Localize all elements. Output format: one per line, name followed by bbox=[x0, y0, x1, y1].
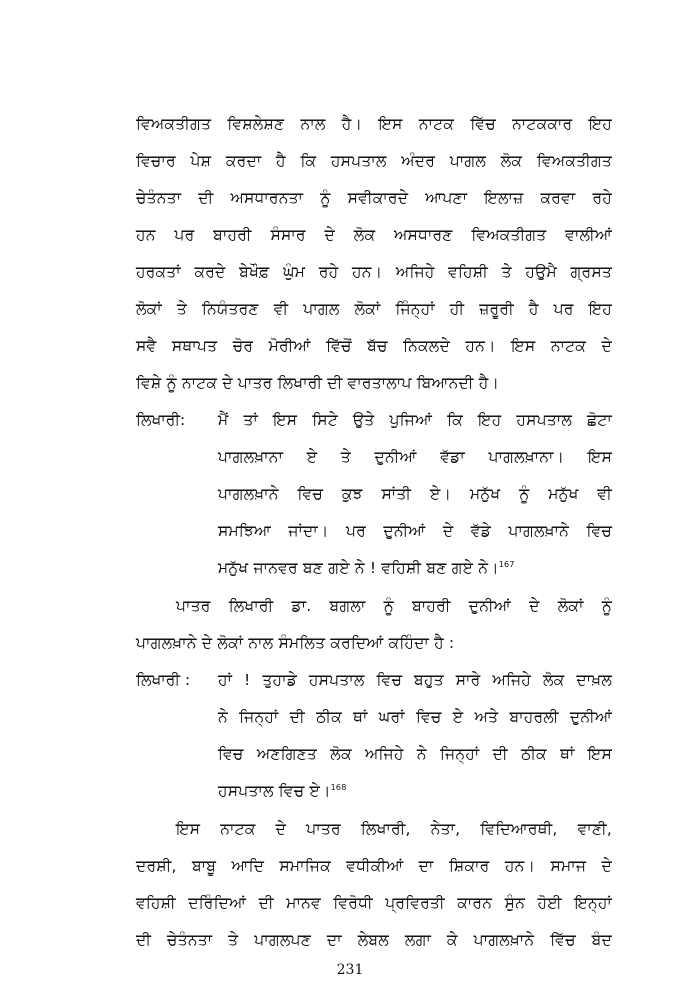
paragraph-1-line-6: ਲੋਕਾਂ ਤੇ ਨਿਯੰਤਰਣ ਵੀ ਪਾਗਲ ਲੋਕਾਂ ਜਿੰਨ੍ਹਾਂ ਹੀ ਜ਼ਰੂਰੀ ਹੈ ਪਰ ਇਹ bbox=[136, 300, 612, 318]
paragraph-3-line-3: ਵਹਿਸ਼ੀ ਦਰਿੰਦਿਆਂ ਦੀ ਮਾਨਵ ਵਿਰੋਧੀ ਪ੍ਰਵਿਰਤੀ ਕਾਰਨ ਸੁੰਨ ਹੋਈ ਇਨ੍ਹਾਂ bbox=[136, 894, 612, 912]
quote-2-line-2: ਨੇ ਜਿਨ੍ਹਾਂ ਦੀ ਠੀਕ ਥਾਂ ਘਰਾਂ ਵਿਚ ਏ ਅਤੇ ਬਾਹਰਲੀ ਦੁਨੀਆਂ bbox=[218, 708, 612, 726]
paragraph-3-line-4: ਦੀ ਚੇਤੰਨਤਾ ਤੇ ਪਾਗਲਪਣ ਦਾ ਲੇਬਲ ਲਗਾ ਕੇ ਪਾਗਲਖ਼ਾਨੇ ਵਿੱਚ ਬੰਦ bbox=[136, 931, 612, 949]
paragraph-1-line-1: ਵਿਅਕਤੀਗਤ ਵਿਸ਼ਲੇਸ਼ਣ ਨਾਲ ਹੈ। ਇਸ ਨਾਟਕ ਵਿੱਚ ਨਾਟਕਕਾਰ ਇਹ bbox=[136, 115, 612, 133]
quote-1-speaker: ਲਿਖਾਰੀ: bbox=[136, 411, 186, 429]
paragraph-2-line-2: ਪਾਗਲਖ਼ਾਨੇ ਦੇ ਲੋਕਾਂ ਨਾਲ ਸੰਮਲਿਤ ਕਰਦਿਆਂ ਕਹਿੰਦਾ ਹੈ : bbox=[136, 634, 455, 652]
paragraph-1-line-7: ਸਵੈ ਸਥਾਪਤ ਚੋਰ ਮੋਰੀਆਂ ਵਿੱਚੋਂ ਬੱਚ ਨਿਕਲਦੇ ਹਨ। ਇਸ ਨਾਟਕ ਦੇ bbox=[136, 337, 612, 355]
paragraph-1-line-8: ਵਿਸ਼ੇ ਨੂੰ ਨਾਟਕ ਦੇ ਪਾਤਰ ਲਿਖਾਰੀ ਦੀ ਵਾਰਤਾਲਾਪ ਬਿਆਨਦੀ ਹੈ। bbox=[136, 374, 500, 392]
paragraph-2-line-1: ਪਾਤਰ ਲਿਖਾਰੀ ਡਾ. ਬਗਲਾ ਨੂੰ ਬਾਹਰੀ ਦੁਨੀਆਂ ਦੇ ਲੋਕਾਂ ਨੂੰ bbox=[176, 597, 612, 615]
paragraph-1-line-5: ਹਰਕਤਾਂ ਕਰਦੇ ਬੇਖੌਫ਼ ਘੁੰਮ ਰਹੇ ਹਨ। ਅਜਿਹੇ ਵਹਿਸ਼ੀ ਤੇ ਹਉਮੈ ਗ੍ਰਸਤ bbox=[136, 263, 612, 281]
quote-1-line-4: ਸਮਝਿਆ ਜਾਂਦਾ। ਪਰ ਦੁਨੀਆਂ ਦੇ ਵੱਡੇ ਪਾਗਲਖ਼ਾਨੇ ਵਿਚ bbox=[218, 522, 612, 540]
paragraph-1-line-3: ਚੇਤੰਨਤਾ ਦੀ ਅਸਧਾਰਨਤਾ ਨੂੰ ਸਵੀਕਾਰਦੇ ਆਪਣਾ ਇਲਾਜ਼ ਕਰਵਾ ਰਹੇ bbox=[136, 189, 612, 207]
paragraph-3-line-1: ਇਸ ਨਾਟਕ ਦੇ ਪਾਤਰ ਲਿਖਾਰੀ, ਨੇਤਾ, ਵਿਦਿਆਰਥੀ, ਵਾਣੀ, bbox=[176, 820, 612, 838]
paragraph-1-line-4: ਹਨ ਪਰ ਬਾਹਰੀ ਸੰਸਾਰ ਦੇ ਲੋਕ ਅਸਧਾਰਣ ਵਿਅਕਤੀਗਤ ਵਾਲੀਆਂ bbox=[136, 226, 612, 244]
quote-1-line-5-text: ਮਨੁੱਖ ਜਾਨਵਰ ਬਣ ਗਏ ਨੇ ! ਵਹਿਸ਼ੀ ਬਣ ਗਏ ਨੇ। bbox=[218, 559, 499, 577]
paragraph-3-line-2: ਦਰਸ਼ੀ, ਬਾਬੂ ਆਦਿ ਸਮਾਜਿਕ ਵਧੀਕੀਆਂ ਦਾ ਸ਼ਿਕਾਰ ਹਨ। ਸਮਾਜ ਦੇ bbox=[136, 857, 612, 875]
quote-1-line-1: ਮੈਂ ਤਾਂ ਇਸ ਸਿਟੇ ਉਤੇ ਪੁਜਿਆਂ ਕਿ ਇਹ ਹਸਪਤਾਲ ਛੋਟਾ bbox=[218, 411, 612, 429]
quote-2-speaker: ਲਿਖਾਰੀ : bbox=[136, 671, 191, 689]
quote-2-line-4-text: ਹਸਪਤਾਲ ਵਿਚ ਏ। bbox=[218, 782, 331, 800]
quote-1-line-2: ਪਾਗਲਖ਼ਾਨਾ ਏ ਤੇ ਦੁਨੀਆਂ ਵੱਡਾ ਪਾਗਲਖ਼ਾਨਾ। ਇਸ bbox=[218, 448, 612, 466]
page-number: 231 bbox=[336, 962, 364, 978]
quote-2-line-3: ਵਿਚ ਅਣਗਿਣਤ ਲੋਕ ਅਜਿਹੇ ਨੇ ਜਿਨ੍ਹਾਂ ਦੀ ਠੀਕ ਥਾਂ ਇਸ bbox=[218, 745, 612, 763]
quote-1-line-3: ਪਾਗਲਖ਼ਾਨੇ ਵਿਚ ਕੁਝ ਸਾਂਤੀ ਏ। ਮਨੁੱਖ ਨੂੰ ਮਨੁੱਖ ਵੀ bbox=[218, 485, 612, 503]
footnote-ref-167: 167 bbox=[498, 559, 515, 569]
quote-1-line-5 bbox=[218, 558, 515, 578]
paragraph-1-line-2: ਵਿਚਾਰ ਪੇਸ਼ ਕਰਦਾ ਹੈ ਕਿ ਹਸਪਤਾਲ ਅੰਦਰ ਪਾਗਲ ਲੋਕ ਵਿਅਕਤੀਗਤ bbox=[136, 152, 612, 170]
quote-2-line-4 bbox=[218, 781, 347, 801]
footnote-ref-168: 168 bbox=[330, 782, 347, 792]
quote-2-line-1: ਹਾਂ ! ਤੁਹਾਡੇ ਹਸਪਤਾਲ ਵਿਚ ਬਹੁਤ ਸਾਰੇ ਅਜਿਹੇ ਲੋਕ ਦਾਖ਼ਲ bbox=[218, 671, 612, 689]
